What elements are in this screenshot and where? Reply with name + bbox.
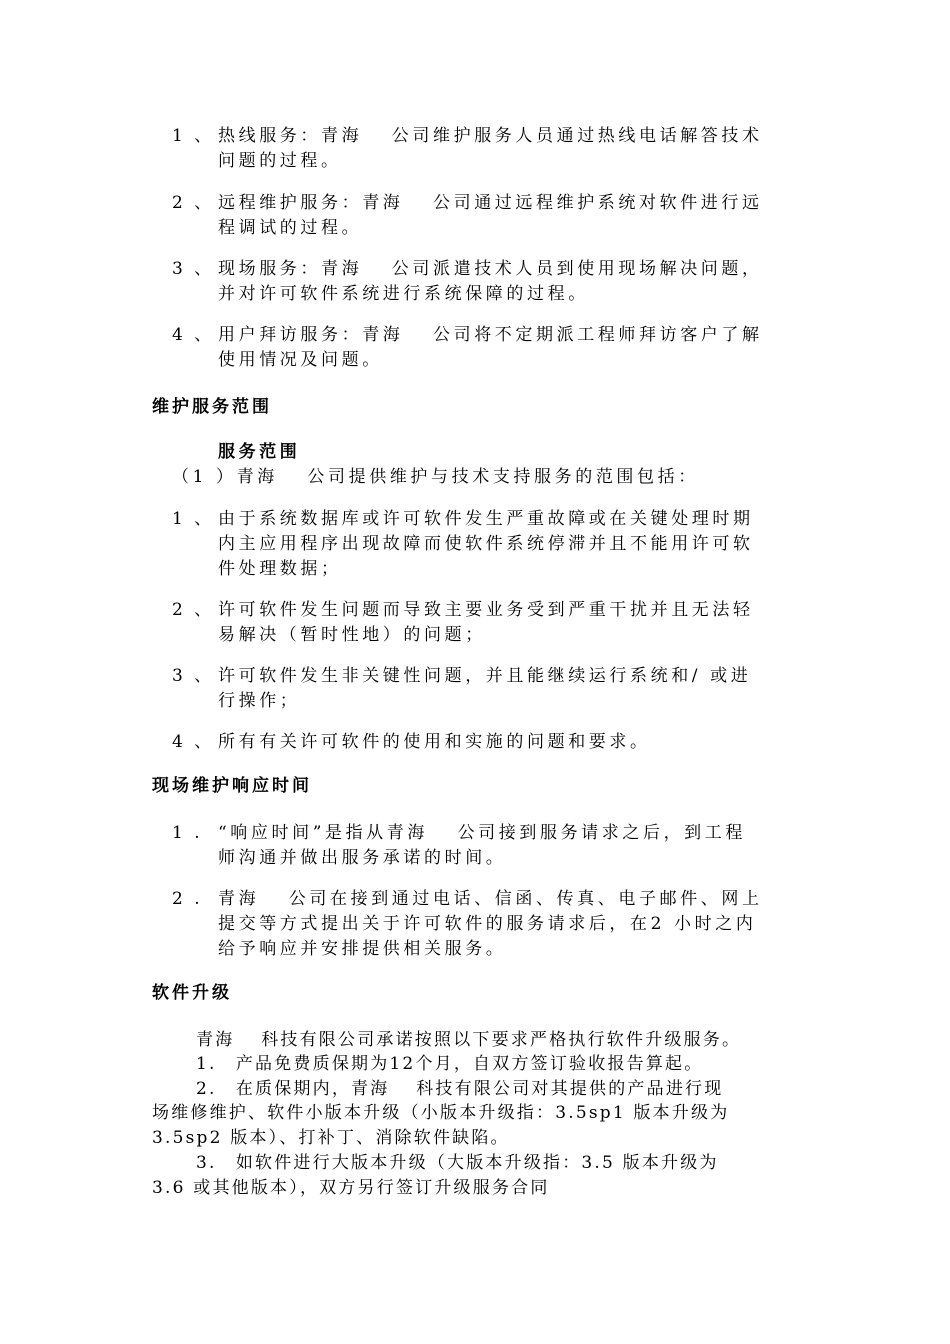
list-item-text: 所有有关许可软件的使用和实施的问题和要求。 [218, 732, 651, 752]
list-item-text: 程调试的过程。 [218, 218, 363, 238]
upgrade-text: 2. 在质保期内，青海 科技有限公司对其提供的产品进行现 [196, 1079, 724, 1099]
list-item-text: 师沟通并做出服务承诺的时间。 [218, 848, 507, 868]
upgrade-text: 青海 科技有限公司承诺按照以下要求严格执行软件升级服务。 [196, 1030, 742, 1050]
list-item-text: 许可软件发生问题而导致主要业务受到严重干扰并且无法轻 [218, 600, 754, 620]
upgrade-text: 1. 产品免费质保期为12个月，自双方签订验收报告算起。 [196, 1054, 704, 1074]
list-item-text: 许可软件发生非关键性问题，并且能继续运行系统和/ 或进 [218, 666, 752, 686]
list-item-number: 3 、 [172, 666, 215, 686]
scope-intro: （1 ）青海 公司提供维护与技术支持服务的范围包括： [172, 467, 699, 487]
subheading-scope: 服务范围 [218, 442, 301, 462]
list-item-text: 热线服务：青海 公司维护服务人员通过热线电话解答技术 [218, 126, 763, 146]
list-item-text: “响应时间”是指从青海 公司接到服务请求之后，到工程 [218, 823, 746, 843]
list-item-text: 用户拜访服务：青海 公司将不定期派工程师拜访客户了解 [218, 325, 763, 345]
upgrade-text: 3.5sp2 版本）、打补丁、消除软件缺陷。 [152, 1128, 510, 1148]
list-item-text: 现场服务：青海 公司派遣技术人员到使用现场解决问题， [218, 259, 763, 279]
list-item-text: 并对许可软件系统进行系统保障的过程。 [218, 284, 589, 304]
list-item-text: 问题的过程。 [218, 151, 342, 171]
list-item-text: 行操作； [218, 691, 301, 711]
list-item-text: 件处理数据； [218, 559, 342, 579]
list-item-number: 2 、 [172, 193, 215, 213]
section-heading-response-time: 现场维护响应时间 [152, 776, 312, 796]
list-item-number: 2 . [172, 889, 203, 909]
list-item-text: 内主应用程序出现故障而使软件系统停滞并且不能用许可软 [218, 534, 754, 554]
list-item-number: 1 、 [172, 126, 215, 146]
list-item-number: 4 、 [172, 732, 215, 752]
list-item-number: 3 、 [172, 259, 215, 279]
list-item-number: 4 、 [172, 325, 215, 345]
upgrade-text: 3.6 或其他版本），双方另行签订升级服务合同 [152, 1178, 550, 1198]
list-item-text: 青海 公司在接到通过电话、信函、传真、电子邮件、网上 [218, 889, 763, 909]
list-item-text: 给予响应并安排提供相关服务。 [218, 939, 507, 959]
list-item-number: 1 、 [172, 509, 215, 529]
list-item-number: 2 、 [172, 600, 215, 620]
upgrade-text: 场维修维护、软件小版本升级（小版本升级指：3.5sp1 版本升级为 [152, 1103, 730, 1123]
list-item-number: 1 . [172, 823, 203, 843]
list-item-text: 远程维护服务：青海 公司通过远程维护系统对软件进行远 [218, 193, 763, 213]
section-heading-software-upgrade: 软件升级 [152, 983, 232, 1003]
section-heading-scope: 维护服务范围 [152, 397, 272, 417]
list-item-text: 提交等方式提出关于许可软件的服务请求后，在2 小时之内 [218, 914, 757, 934]
upgrade-text: 3. 如软件进行大版本升级（大版本升级指：3.5 版本升级为 [196, 1153, 719, 1173]
list-item-text: 由于系统数据库或许可软件发生严重故障或在关键处理时期 [218, 509, 754, 529]
list-item-text: 使用情况及问题。 [218, 350, 383, 370]
list-item-text: 易解决（暂时性地）的问题； [218, 625, 486, 645]
